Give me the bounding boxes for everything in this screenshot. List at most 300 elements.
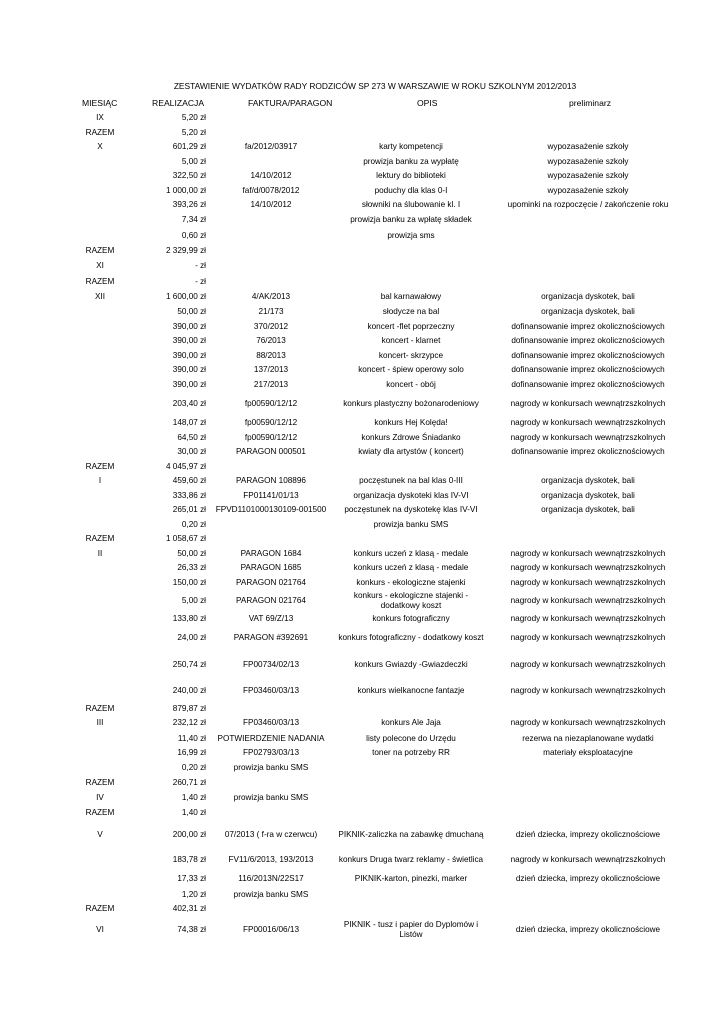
header-miesiac: MIESIĄC <box>82 98 118 108</box>
table-row <box>70 154 690 169</box>
budget-category-cell <box>486 517 690 532</box>
table-row <box>70 377 690 392</box>
month-cell <box>70 849 130 871</box>
table-row <box>70 169 690 184</box>
month-cell: XI <box>96 261 104 271</box>
table-row <box>70 503 690 518</box>
description-cell: poduchy dla klas 0-I <box>374 185 448 195</box>
table-row <box>70 488 690 503</box>
invoice-cell <box>206 902 336 916</box>
table-row <box>70 416 690 431</box>
amount-cell: 1 058,67 zł <box>165 534 206 544</box>
month-cell <box>70 154 130 169</box>
month-cell <box>70 887 130 902</box>
invoice-cell <box>206 258 336 275</box>
invoice-cell <box>206 110 336 125</box>
month-cell <box>70 731 130 746</box>
description-cell: kwiaty dla artystów ( koncert) <box>358 447 464 457</box>
budget-category-cell: dzień dziecka, imprezy okolicznościowe <box>515 924 661 934</box>
table-row <box>70 626 690 650</box>
table-row <box>70 348 690 363</box>
invoice-cell: PARAGON 1685 <box>240 563 302 573</box>
amount-cell: 4 045,97 zł <box>165 461 206 471</box>
amount-cell: 74,38 zł <box>177 924 206 934</box>
invoice-cell: fa/2012/03917 <box>244 142 298 152</box>
invoice-cell: PARAGON 108896 <box>236 476 306 486</box>
budget-category-cell: nagrody w konkursach wewnątrzszkolnych <box>510 685 666 695</box>
header-realizacja: REALIZACJA <box>152 98 205 108</box>
month-cell <box>70 760 130 775</box>
amount-cell: 148,07 zł <box>172 418 206 428</box>
amount-cell: 402,31 zł <box>172 904 206 914</box>
table-row <box>70 198 690 213</box>
invoice-cell: FP00734/02/13 <box>243 659 299 669</box>
budget-category-cell: nagrody w konkursach wewnątrzszkolnych <box>510 418 666 428</box>
description-cell <box>336 245 486 258</box>
month-cell: IV <box>96 792 104 802</box>
description-cell: prowizja banku SMS <box>373 519 449 529</box>
description-cell: konkurs fotograficzny - dodatkowy koszt <box>338 633 484 643</box>
description-cell: konkurs Gwiazdy -Gwiazdeczki <box>354 659 468 669</box>
budget-category-cell: wypozasażenie szkoły <box>547 185 629 195</box>
amount-cell: 390,00 zł <box>172 350 206 360</box>
month-cell: VI <box>96 924 104 934</box>
amount-cell: 0,20 zł <box>181 519 206 529</box>
budget-category-cell: organizacja dyskotek, bali <box>541 291 635 301</box>
table-row <box>70 612 690 627</box>
budget-category-cell <box>486 532 690 546</box>
table-row <box>70 871 690 887</box>
table-row <box>70 334 690 349</box>
invoice-cell <box>206 532 336 546</box>
amount-cell: 459,60 zł <box>172 476 206 486</box>
month-cell <box>70 517 130 532</box>
invoice-cell <box>206 212 336 227</box>
invoice-cell: FPVD1101000130109-001500 <box>215 505 327 515</box>
description-cell: PIKNIK-zaliczka na zabawkę dmuchaną <box>338 829 484 839</box>
budget-category-cell <box>486 775 690 790</box>
table-row <box>70 775 690 790</box>
invoice-cell <box>206 460 336 474</box>
table-row <box>70 849 690 871</box>
amount-cell: 24,00 zł <box>177 633 206 643</box>
invoice-cell: 217/2013 <box>253 379 289 389</box>
description-cell: konkurs Druga twarz reklamy - świetlica <box>338 855 484 865</box>
amount-cell: 5,20 zł <box>181 112 206 122</box>
invoice-cell: fp00590/12/12 <box>244 398 298 408</box>
month-cell <box>70 392 130 416</box>
month-cell <box>70 198 130 213</box>
table-row <box>70 392 690 416</box>
description-cell <box>336 902 486 916</box>
budget-category-cell: upominki na rozpoczęcie / zakończenie roku <box>507 200 669 210</box>
invoice-cell <box>206 775 336 790</box>
amount-cell: 250,74 zł <box>172 659 206 669</box>
amount-cell: 64,50 zł <box>177 432 206 442</box>
table-row <box>70 289 690 305</box>
amount-cell: 50,00 zł <box>177 548 206 558</box>
budget-category-cell <box>486 460 690 474</box>
table-row <box>70 805 690 820</box>
month-cell: RAZEM <box>85 807 115 817</box>
table-row <box>70 561 690 576</box>
description-cell <box>336 702 486 715</box>
table-row <box>70 445 690 460</box>
description-cell: prowizja sms <box>387 230 435 240</box>
header-preliminarz: preliminarz <box>569 98 612 108</box>
budget-category-cell <box>486 227 690 245</box>
month-cell <box>70 430 130 445</box>
table-row <box>70 258 690 275</box>
table-row <box>70 532 690 546</box>
description-cell <box>336 275 486 289</box>
month-cell: V <box>97 829 103 839</box>
budget-category-cell: nagrody w konkursach wewnątrzszkolnych <box>510 563 666 573</box>
header-faktura: FAKTURA/PARAGON <box>248 98 333 108</box>
invoice-cell: 07/2013 ( f-ra w czerwcu) <box>224 829 318 839</box>
description-cell: bal karnawałowy <box>380 291 442 301</box>
amount-cell: 50,00 zł <box>177 307 206 317</box>
invoice-cell: prowizja banku SMS <box>233 889 309 899</box>
description-cell: konkurs Zdrowe Śniadanko <box>361 432 461 442</box>
invoice-cell: FP00016/06/13 <box>243 924 299 934</box>
description-cell <box>336 258 486 275</box>
budget-category-cell <box>486 760 690 775</box>
amount-cell: - zł <box>195 261 206 271</box>
description-cell: koncert - śpiew operowy solo <box>358 365 464 375</box>
table-row <box>70 125 690 140</box>
description-cell: konkurs Hej Kolęda! <box>374 418 448 428</box>
description-cell <box>336 532 486 546</box>
table-row <box>70 227 690 245</box>
budget-category-cell: dofinansowanie imprez okolicznościowych <box>511 336 665 346</box>
amount-cell: 333,86 zł <box>172 490 206 500</box>
month-cell: RAZEM <box>85 461 115 471</box>
budget-category-cell: organizacja dyskotek, bali <box>541 476 635 486</box>
invoice-cell: 14/10/2012 <box>250 171 292 181</box>
description-cell: słowniki na ślubowanie kl. I <box>361 200 461 210</box>
amount-cell: 200,00 zł <box>172 829 206 839</box>
amount-cell: 0,60 zł <box>181 230 206 240</box>
budget-category-cell <box>486 125 690 140</box>
budget-category-cell: wypozasażenie szkoły <box>547 142 629 152</box>
invoice-cell: FV11/6/2013, 193/2013 <box>228 855 314 865</box>
invoice-cell: PARAGON 021764 <box>236 595 306 605</box>
table-row <box>70 460 690 474</box>
budget-category-cell: organizacja dyskotek, bali <box>541 505 635 515</box>
budget-category-cell <box>486 245 690 258</box>
amount-cell: 11,40 zł <box>177 733 206 743</box>
description-cell <box>336 805 486 820</box>
budget-category-cell <box>486 790 690 805</box>
table-row <box>70 546 690 561</box>
budget-category-cell: dofinansowanie imprez okolicznościowych <box>511 350 665 360</box>
description-cell: konkurs plastyczny bożonarodeniowy <box>343 398 479 408</box>
invoice-cell: 14/10/2012 <box>250 200 292 210</box>
budget-category-cell <box>486 258 690 275</box>
invoice-cell: 4/AK/2013 <box>251 291 291 301</box>
budget-category-cell <box>486 212 690 227</box>
amount-cell: 150,00 zł <box>172 577 206 587</box>
month-cell <box>70 334 130 349</box>
month-cell: RAZEM <box>85 703 115 713</box>
table-row <box>70 275 690 289</box>
invoice-cell <box>206 154 336 169</box>
table-row <box>70 245 690 258</box>
invoice-cell: fp00590/12/12 <box>244 418 298 428</box>
invoice-cell: prowizja banku SMS <box>233 762 309 772</box>
description-cell: PIKNIK-karton, pinezki, marker <box>354 874 468 884</box>
document-title: ZESTAWIENIE WYDATKÓW RADY RODZICÓW SP 273 W WARSZAWIE W ROKU SZKOLNYM 2012/2013 <box>173 81 577 91</box>
invoice-cell: FP02793/03/13 <box>243 748 299 758</box>
amount-cell: 390,00 zł <box>172 321 206 331</box>
budget-category-cell: nagrody w konkursach wewnątrzszkolnych <box>510 855 666 865</box>
amount-cell: 7,34 zł <box>181 214 206 224</box>
month-cell <box>70 575 130 590</box>
table-row <box>70 517 690 532</box>
description-cell <box>336 125 486 140</box>
invoice-cell <box>206 275 336 289</box>
invoice-cell: POTWIERDZENIE NADANIA <box>217 733 325 743</box>
month-cell: RAZEM <box>85 777 115 787</box>
budget-category-cell: dofinansowanie imprez okolicznościowych <box>511 321 665 331</box>
month-cell <box>70 590 130 612</box>
description-cell <box>336 775 486 790</box>
budget-category-cell: nagrody w konkursach wewnątrzszkolnych <box>510 659 666 669</box>
description-cell: prowizja banku za wypłatę <box>363 156 459 166</box>
description-cell: PIKNIK - tusz i papier do Dyplomów i Listów <box>343 920 479 939</box>
month-cell <box>70 612 130 627</box>
amount-cell: 1,20 zł <box>181 889 206 899</box>
amount-cell: 260,71 zł <box>172 777 206 787</box>
invoice-cell: FP03460/03/13 <box>243 718 299 728</box>
description-cell: prowizja banku za wpłatę składek <box>350 214 472 224</box>
month-cell <box>70 503 130 518</box>
description-cell: listy polecone do Urzędu <box>366 733 456 743</box>
table-row <box>70 820 690 849</box>
amount-cell: 5,00 zł <box>181 595 206 605</box>
description-cell: konkurs Ale Jaja <box>381 718 441 728</box>
description-cell <box>336 460 486 474</box>
budget-category-cell: rezerwa na niezaplanowane wydatki <box>522 733 654 743</box>
amount-cell: 1,40 zł <box>181 807 206 817</box>
table-row <box>70 430 690 445</box>
description-cell: konkurs uczeń z klasą - medale <box>353 563 469 573</box>
month-cell: I <box>98 476 102 486</box>
invoice-cell: prowizja banku SMS <box>233 792 309 802</box>
invoice-cell <box>206 517 336 532</box>
table-row <box>70 305 690 320</box>
table-row <box>70 650 690 679</box>
amount-cell: 322,50 zł <box>172 171 206 181</box>
month-cell <box>70 377 130 392</box>
table-row <box>70 746 690 761</box>
description-cell: konkurs fotograficzny <box>372 614 450 624</box>
description-cell: poczęstunek na dyskotekę klas IV-VI <box>344 505 478 515</box>
description-cell: konkurs wielkanocne fantazje <box>357 685 465 695</box>
invoice-cell: faf/d/0078/2012 <box>242 185 300 195</box>
invoice-cell <box>206 125 336 140</box>
table-row <box>70 702 690 715</box>
month-cell: II <box>97 548 103 558</box>
description-cell: konkurs - ekologiczne stajenki <box>356 577 466 587</box>
description-cell: karty kompetencji <box>379 142 443 152</box>
invoice-cell: PARAGON #392691 <box>233 633 309 643</box>
description-cell: koncert- skrzypce <box>378 350 444 360</box>
budget-category-cell: organizacja dyskotek, bali <box>541 307 635 317</box>
month-cell <box>70 348 130 363</box>
month-cell <box>70 169 130 184</box>
description-cell: koncert - obój <box>386 379 436 389</box>
month-cell <box>70 871 130 887</box>
table-row <box>70 363 690 378</box>
budget-category-cell: nagrody w konkursach wewnątrzszkolnych <box>510 548 666 558</box>
description-cell: konkurs - ekologiczne stajenki - dodatkowy koszt <box>353 591 469 610</box>
description-cell <box>336 887 486 902</box>
budget-category-cell: dofinansowanie imprez okolicznościowych <box>511 447 665 457</box>
invoice-cell <box>206 702 336 715</box>
invoice-cell <box>206 245 336 258</box>
invoice-cell: 137/2013 <box>253 365 289 375</box>
table-row <box>70 319 690 334</box>
month-cell <box>70 212 130 227</box>
budget-category-cell: wypozasażenie szkoły <box>547 171 629 181</box>
table-row <box>70 790 690 805</box>
month-cell <box>70 679 130 702</box>
amount-cell: 393,26 zł <box>172 200 206 210</box>
description-cell: lektury do biblioteki <box>376 171 446 181</box>
description-cell <box>336 790 486 805</box>
invoice-cell <box>206 805 336 820</box>
expense-rows <box>70 110 690 943</box>
budget-category-cell: dofinansowanie imprez okolicznościowych <box>511 365 665 375</box>
month-cell <box>70 416 130 431</box>
month-cell <box>70 319 130 334</box>
budget-category-cell: dofinansowanie imprez okolicznościowych <box>511 379 665 389</box>
budget-category-cell <box>486 805 690 820</box>
budget-category-cell: nagrody w konkursach wewnątrzszkolnych <box>510 398 666 408</box>
header-opis: OPIS <box>417 98 438 108</box>
amount-cell: 390,00 zł <box>172 336 206 346</box>
amount-cell: 0,20 zł <box>181 762 206 772</box>
table-row <box>70 590 690 612</box>
expense-table <box>70 110 690 943</box>
amount-cell: 232,12 zł <box>172 718 206 728</box>
amount-cell: 390,00 zł <box>172 365 206 375</box>
month-cell <box>70 626 130 650</box>
month-cell <box>70 227 130 245</box>
budget-category-cell: materiały eksploatacyjne <box>543 748 633 758</box>
month-cell <box>70 183 130 198</box>
amount-cell: 203,40 zł <box>172 398 206 408</box>
month-cell <box>70 650 130 679</box>
budget-category-cell: dzień dziecka, imprezy okolicznościowe <box>515 829 661 839</box>
month-cell: RAZEM <box>85 127 115 137</box>
month-cell <box>70 488 130 503</box>
invoice-cell: FP01141/01/13 <box>243 490 299 500</box>
month-cell <box>70 363 130 378</box>
invoice-cell: VAT 69/Z/13 <box>248 614 294 624</box>
budget-category-cell: dzień dziecka, imprezy okolicznościowe <box>515 874 661 884</box>
table-row <box>70 760 690 775</box>
month-cell: XII <box>94 291 105 301</box>
amount-cell: 16,99 zł <box>177 748 206 758</box>
amount-cell: 265,01 zł <box>172 505 206 515</box>
table-row <box>70 715 690 731</box>
invoice-cell: 21/173 <box>258 307 284 317</box>
amount-cell: 1 600,00 zł <box>165 291 206 301</box>
description-cell <box>336 760 486 775</box>
table-row <box>70 474 690 489</box>
table-row <box>70 902 690 916</box>
amount-cell: 5,20 zł <box>181 127 206 137</box>
month-cell: III <box>96 718 104 728</box>
amount-cell: 133,80 zł <box>172 614 206 624</box>
amount-cell: 17,33 zł <box>177 874 206 884</box>
budget-category-cell: wypozasażenie szkoły <box>547 156 629 166</box>
budget-category-cell: organizacja dyskotek, bali <box>541 490 635 500</box>
table-row <box>70 110 690 125</box>
month-cell <box>70 746 130 761</box>
description-cell: konkurs uczeń z klasą - medale <box>353 548 469 558</box>
invoice-cell: PARAGON 021764 <box>236 577 306 587</box>
description-cell: słodycze na bal <box>382 307 440 317</box>
description-cell: organizacja dyskoteki klas IV-VI <box>353 490 469 500</box>
budget-category-cell: nagrody w konkursach wewnątrzszkolnych <box>510 432 666 442</box>
amount-cell: - zł <box>195 276 206 286</box>
budget-category-cell: nagrody w konkursach wewnątrzszkolnych <box>510 718 666 728</box>
amount-cell: 2 329,99 zł <box>165 246 206 256</box>
month-cell: RAZEM <box>85 534 115 544</box>
table-row <box>70 916 690 943</box>
amount-cell: 26,33 zł <box>177 563 206 573</box>
budget-category-cell <box>486 902 690 916</box>
table-row <box>70 140 690 154</box>
invoice-cell: 370/2012 <box>253 321 289 331</box>
amount-cell: 30,00 zł <box>177 447 206 457</box>
budget-category-cell: nagrody w konkursach wewnątrzszkolnych <box>510 577 666 587</box>
amount-cell: 601,29 zł <box>172 142 206 152</box>
month-cell: RAZEM <box>85 276 115 286</box>
table-row <box>70 731 690 746</box>
budget-category-cell: nagrody w konkursach wewnątrzszkolnych <box>510 614 666 624</box>
description-cell: toner na potrzeby RR <box>372 748 450 758</box>
table-row <box>70 575 690 590</box>
amount-cell: 1 000,00 zł <box>165 185 206 195</box>
amount-cell: 390,00 zł <box>172 379 206 389</box>
invoice-cell <box>206 227 336 245</box>
table-row <box>70 679 690 702</box>
invoice-cell: 88/2013 <box>256 350 286 360</box>
month-cell: IX <box>96 112 104 122</box>
amount-cell: 183,78 zł <box>172 855 206 865</box>
description-cell <box>336 110 486 125</box>
budget-category-cell <box>486 110 690 125</box>
description-cell: koncert - klarnet <box>381 336 441 346</box>
budget-category-cell <box>486 702 690 715</box>
description-cell: koncert -flet poprzeczny <box>367 321 455 331</box>
month-cell <box>70 445 130 460</box>
amount-cell: 1,40 zł <box>181 792 206 802</box>
month-cell: X <box>97 142 103 152</box>
invoice-cell: FP03460/03/13 <box>243 685 299 695</box>
month-cell: RAZEM <box>85 904 115 914</box>
description-cell: poczęstunek na bal klas 0-III <box>359 476 463 486</box>
invoice-cell: 116/2013N/22S17 <box>238 874 304 884</box>
invoice-cell: fp00590/12/12 <box>244 432 298 442</box>
amount-cell: 240,00 zł <box>172 685 206 695</box>
month-cell <box>70 305 130 320</box>
